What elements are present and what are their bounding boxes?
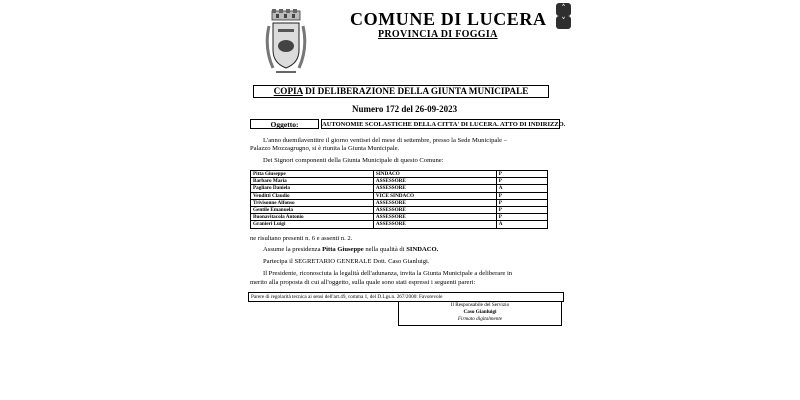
member-name: Barbaro Maria (251, 178, 374, 185)
technical-opinion: Parere di regolarità tecnica ai sensi dell'art.49, comma 1, del D.Lgs.n. 267/2000: Favorevole (248, 292, 564, 302)
page-subtitle: PROVINCIA DI FOGGIA (378, 29, 498, 40)
member-name: Gentile Emanuela (251, 207, 374, 214)
intro-line-2: Palazzo Mozzagrugno, si è riunita la Giunta Municipale. (250, 145, 400, 152)
member-name: Trivisonne Alfonso (251, 199, 374, 206)
member-status: A (496, 221, 547, 228)
member-role: ASSESSORE (373, 185, 496, 192)
member-row (251, 207, 548, 214)
member-row (251, 221, 548, 228)
scroll-up-button[interactable] (556, 3, 571, 16)
member-status: P (496, 192, 547, 199)
member-row (251, 185, 548, 192)
signature-name: Caso Gianluigi (463, 309, 497, 315)
presidency-role: SINDACO. (406, 246, 439, 253)
member-row (251, 214, 548, 221)
copia-label: COPIA (273, 86, 303, 96)
member-name: Granieri Luigi (251, 221, 374, 228)
scroll-down-button[interactable] (556, 16, 571, 29)
member-role: ASSESSORE (373, 207, 496, 214)
member-status: P (496, 199, 547, 206)
member-role: VICE SINDACO (373, 192, 496, 199)
president-line-1: Il Presidente, riconosciuta la legalità dell'adunanza, invita la Giunta Municipale a deliberare in (263, 270, 513, 277)
member-status: P (496, 178, 547, 185)
presidency-name: Pitta Giuseppe (322, 246, 364, 253)
member-row (251, 199, 548, 206)
member-row (251, 192, 548, 199)
intro-line-1: L'anno duemilaventitre il giorno ventisei del mese di settembre, presso la Sede Municipale – (263, 137, 507, 144)
member-status: A (496, 185, 547, 192)
deliberation-number: Numero 172 del 26-09-2023 (352, 104, 458, 114)
document-type-label: DI DELIBERAZIONE DELLA GIUNTA MUNICIPALE (302, 86, 529, 96)
member-role: SINDACO (373, 171, 496, 178)
presidency-prefix: Assume la presidenza (263, 246, 323, 253)
member-role: ASSESSORE (373, 199, 496, 206)
member-name: Pitta Giuseppe (251, 171, 374, 178)
signature-box (398, 301, 562, 326)
subject-label: Oggetto: (250, 119, 319, 129)
secretary-line: Partecipa il SEGRETARIO GENERALE Dott. Caso Gianluigi. (263, 258, 430, 265)
president-line-2: merito alla proposta di cui all'oggetto, sulla quale sono stati espressi i seguenti pareri: (250, 279, 476, 286)
member-name: Buonavitacola Antonio (251, 214, 374, 221)
document-type-box (253, 85, 549, 98)
page-title: COMUNE DI LUCERA (350, 9, 547, 29)
member-row (251, 171, 548, 178)
presidency-mid: nella qualità di (363, 246, 407, 253)
subject-row (250, 119, 566, 129)
attendance-summary: ne risultano presenti n. 6 e assenti n. 2. (250, 235, 353, 242)
signature-note: Firmato digitalmente (457, 316, 503, 322)
chevron-down-icon: ˅ (561, 17, 566, 27)
member-name: Venditti Claudio (251, 192, 374, 199)
member-status: P (496, 214, 547, 221)
member-role: ASSESSORE (373, 221, 496, 228)
members-intro: Dei Signori componenti della Giunta Municipale di questo Comune: (263, 157, 444, 164)
member-role: ASSESSORE (373, 178, 496, 185)
coat-of-arms-icon (263, 8, 309, 78)
members-table (250, 170, 548, 229)
member-status: P (496, 207, 547, 214)
member-name: Pagliaro Daniela (251, 185, 374, 192)
presidency-line (263, 246, 438, 255)
subject-value: AUTONOMIE SCOLASTICHE DELLA CITTA' DI LUCERA. ATTO DI INDIRIZZO. (322, 121, 566, 128)
member-row (251, 178, 548, 185)
member-status: P (496, 171, 547, 178)
member-role: ASSESSORE (373, 214, 496, 221)
signature-title: Il Responsabile del Servizio (450, 302, 510, 308)
chevron-up-icon: ˄ (561, 4, 566, 14)
